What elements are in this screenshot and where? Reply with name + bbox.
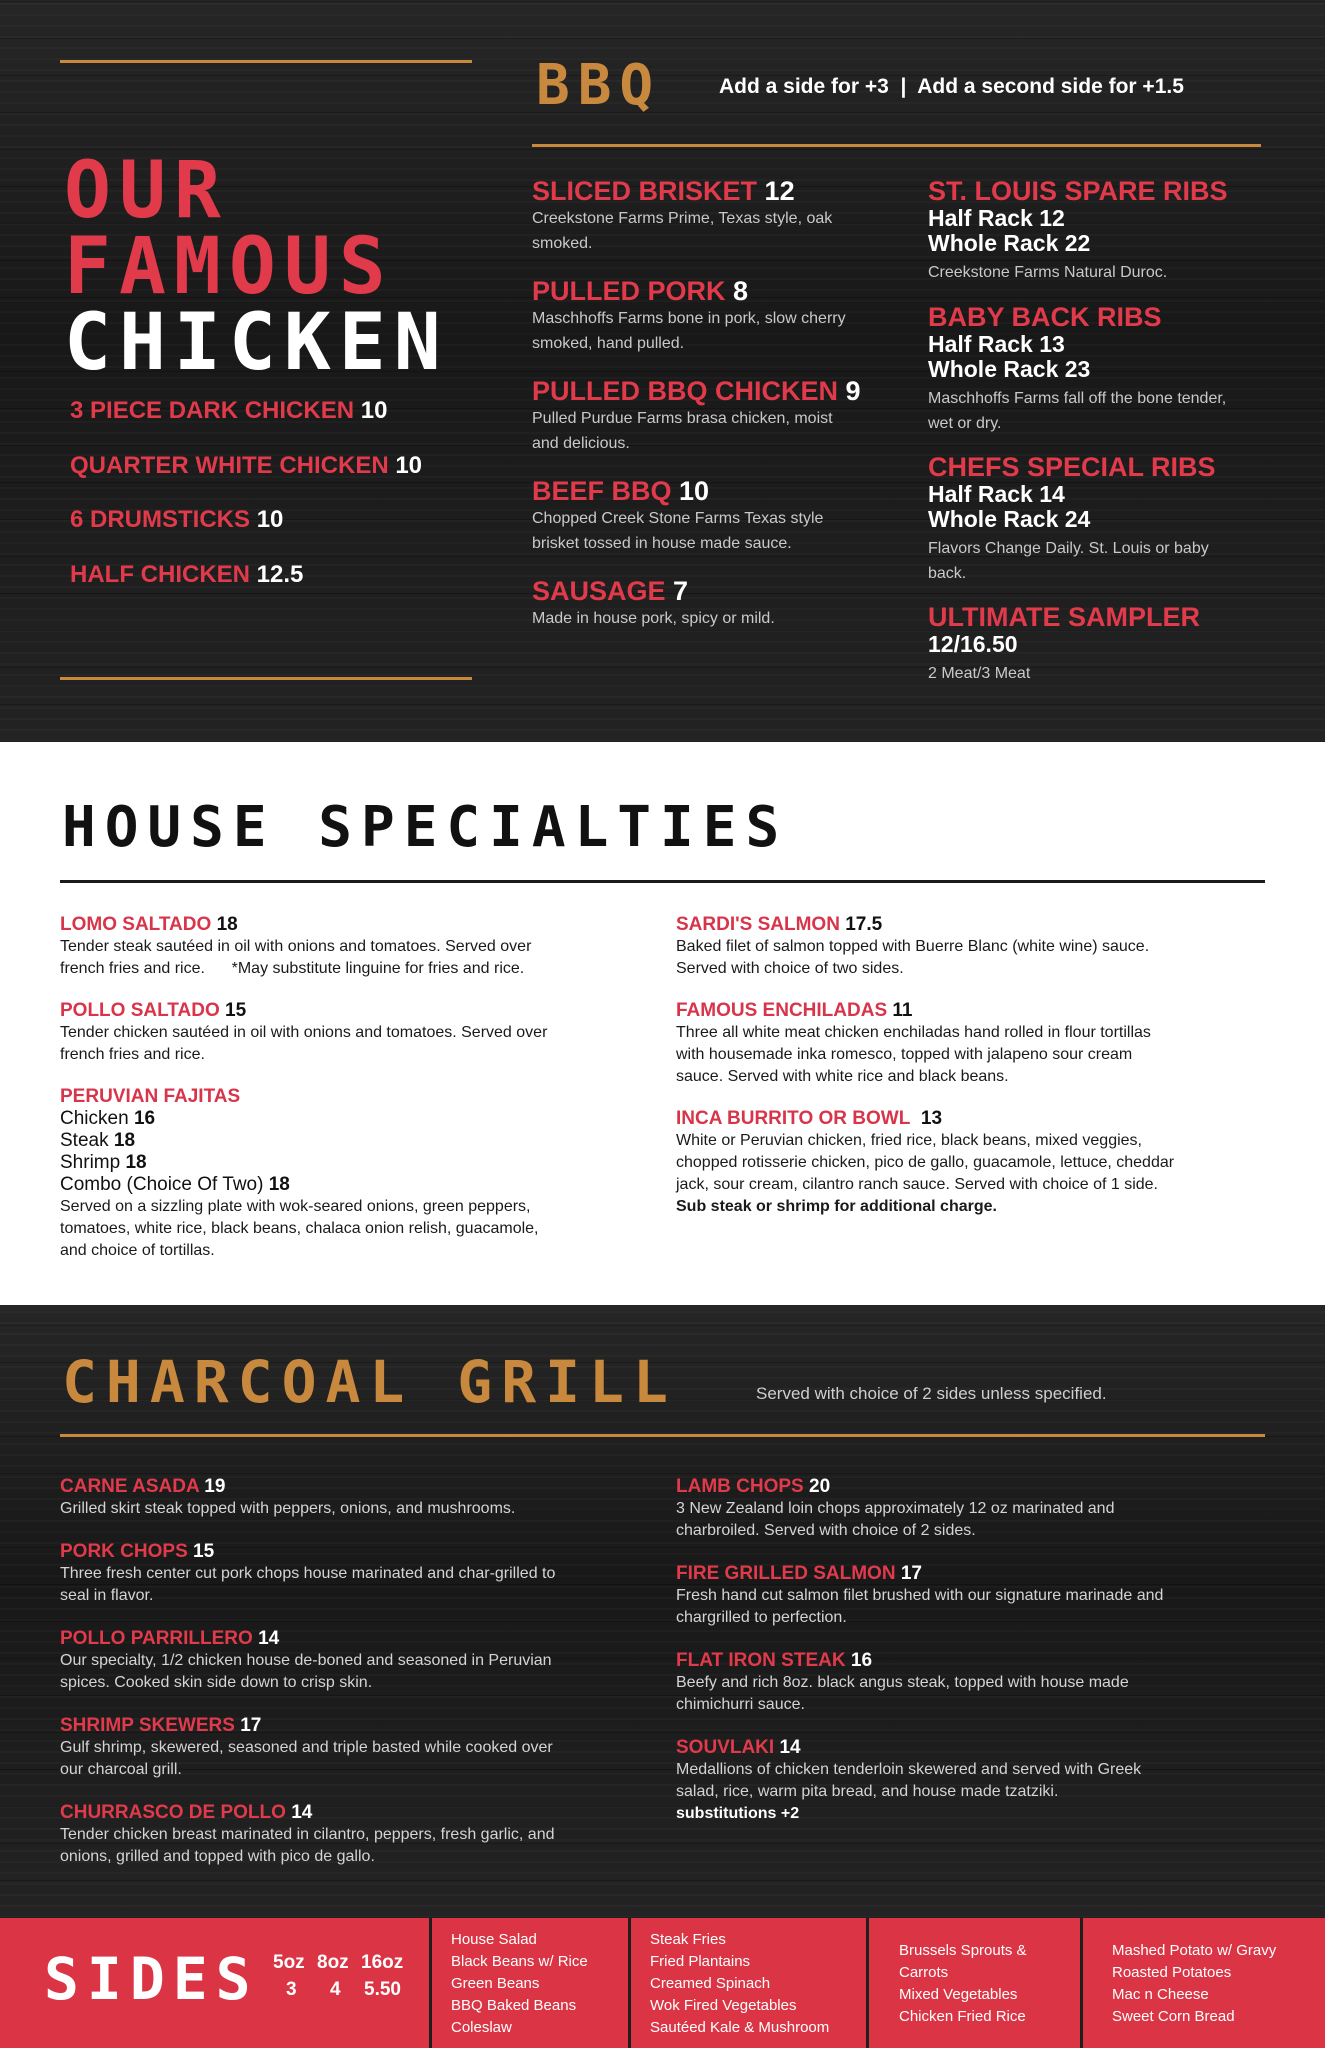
chicken-item-name: 6 DRUMSTICKS — [70, 506, 251, 533]
grill-item-price: 16 — [850, 1650, 873, 1671]
house-left-column — [60, 914, 660, 1262]
chicken-item — [70, 452, 422, 480]
bbq-item-price: 8 — [733, 276, 749, 306]
chicken-item-price: 10 — [256, 506, 284, 533]
grill-item — [60, 1541, 660, 1628]
chicken-item-name: HALF CHICKEN — [70, 561, 250, 588]
sides-price: 5.50 — [364, 1979, 401, 2000]
house-item-desc: chopped rotisserie chicken, pico de gallo, guacamole, lettuce, cheddar — [676, 1154, 1175, 1171]
grill-item — [676, 1737, 1276, 1825]
grill-item-price: 20 — [809, 1476, 831, 1497]
grill-item-name: FLAT IRON STEAK — [676, 1650, 846, 1671]
grill-item — [60, 1476, 660, 1541]
house-item-name: SARDI'S SALMON — [676, 914, 840, 935]
bbq-item — [532, 276, 912, 376]
bbq-note: Add a side for +3 | Add a second side for +1.5 — [719, 75, 1184, 98]
grill-item — [60, 1802, 660, 1868]
grill-item — [676, 1476, 1276, 1563]
grill-item-price: 17 — [900, 1563, 922, 1584]
grill-item-name: PORK CHOPS — [60, 1541, 188, 1562]
chicken-title-line3: CHICKEN — [64, 298, 449, 388]
house-item-desc: Three all white meat chicken enchiladas hand rolled in flour tortillas — [676, 1024, 1151, 1041]
bbq-item — [532, 176, 912, 276]
bbq-item-name: PULLED PORK — [532, 276, 726, 306]
grill-item-price: 14 — [291, 1802, 313, 1823]
bbq-item-option: Whole Rack 23 — [928, 356, 1091, 382]
bbq-left-column — [532, 176, 912, 636]
bbq-item-desc: Maschhoffs Farms fall off the bone tender, — [928, 390, 1227, 407]
side-item: BBQ Baked Beans — [451, 1997, 577, 2014]
grill-item-desc: our charcoal grill. — [60, 1761, 182, 1778]
bbq-right-column — [928, 176, 1288, 686]
grill-item-name: SHRIMP SKEWERS — [60, 1715, 235, 1736]
house-item-desc: with housemade inka romesco, topped with jalapeno sour cream — [676, 1046, 1133, 1063]
side-item: Roasted Potatoes — [1112, 1964, 1232, 1981]
bbq-item-option: Whole Rack 22 — [928, 230, 1091, 256]
house-item-name: PERUVIAN FAJITAS — [60, 1086, 241, 1107]
house-rule — [60, 880, 1265, 883]
house-item — [676, 1000, 1276, 1108]
grill-item-desc: chimichurri sauce. — [676, 1696, 805, 1713]
grill-item-desc: Grilled skirt steak topped with peppers, onions, and mushrooms. — [60, 1500, 516, 1517]
bbq-item-name: BABY BACK RIBS — [928, 302, 1162, 332]
grill-item-desc: Tender chicken breast marinated in cilantro, peppers, fresh garlic, and — [60, 1826, 555, 1843]
grill-item-desc: Our specialty, 1/2 chicken house de-boned and seasoned in Peruvian — [60, 1652, 552, 1669]
grill-item-name: SOUVLAKI — [676, 1737, 775, 1758]
chicken-item-name: 3 PIECE DARK CHICKEN — [70, 397, 355, 424]
chicken-item-name: QUARTER WHITE CHICKEN — [70, 452, 389, 479]
house-item-desc: french fries and rice. — [60, 1046, 205, 1063]
bbq-item-desc: Pulled Purdue Farms brasa chicken, moist — [532, 410, 833, 427]
sides-divider — [628, 1918, 631, 2048]
bbq-item-option: 12/16.50 — [928, 631, 1018, 657]
house-item-desc: sauce. Served with white rice and black beans. — [676, 1068, 1009, 1085]
side-item: Sautéed Kale & Mushroom — [650, 2019, 830, 2036]
grill-item-desc: spices. Cooked skin side down to crisp skin. — [60, 1674, 373, 1691]
house-item-price: 18 — [216, 914, 238, 935]
fajita-option: Shrimp 18 — [60, 1152, 147, 1173]
chicken-title-line2: FAMOUS — [64, 222, 394, 312]
grill-item-price: 14 — [779, 1737, 801, 1758]
house-item-desc: and choice of tortillas. — [60, 1242, 215, 1259]
bbq-item-option: Half Rack 13 — [928, 331, 1065, 357]
sides-column — [650, 1929, 829, 2039]
bbq-item-name: ULTIMATE SAMPLER — [928, 602, 1200, 632]
chicken-item — [70, 561, 303, 589]
bbq-item-option: Whole Rack 24 — [928, 506, 1091, 532]
bbq-item-desc: and delicious. — [532, 435, 630, 452]
side-item: Creamed Spinach — [650, 1975, 771, 1992]
house-item — [60, 1086, 660, 1262]
bbq-item-price: 9 — [845, 376, 861, 406]
grill-item-price: 17 — [240, 1715, 262, 1736]
fajita-option: Steak 18 — [60, 1130, 136, 1151]
sides-divider — [429, 1918, 432, 2048]
bbq-item-desc: brisket tossed in house made sauce. — [532, 535, 792, 552]
bbq-item — [532, 576, 912, 636]
side-item: Coleslaw — [451, 2019, 512, 2036]
bbq-item-name: SLICED BRISKET — [532, 176, 758, 206]
grill-item-name: FIRE GRILLED SALMON — [676, 1563, 896, 1584]
bbq-item — [928, 602, 1288, 686]
grill-item — [676, 1650, 1276, 1737]
grill-item-desc: 3 New Zealand loin chops approximately 12 oz marinated and — [676, 1500, 1115, 1517]
house-right-column — [676, 914, 1276, 1218]
sides-title: SIDES — [44, 1945, 259, 2013]
grill-item-price: 15 — [193, 1541, 215, 1562]
side-item: Fried Plantains — [650, 1953, 751, 1970]
sides-column — [1112, 1940, 1276, 2028]
house-item — [676, 914, 1276, 1000]
side-item: Steak Fries — [650, 1931, 726, 1948]
sides-price-row — [286, 1978, 401, 2002]
grill-item-name: LAMB CHOPS — [676, 1476, 804, 1497]
bbq-item-price: 7 — [673, 576, 689, 606]
grill-right-column — [676, 1476, 1276, 1825]
sides-size: 8oz — [317, 1952, 349, 1973]
house-item-name: POLLO SALTADO — [60, 1000, 220, 1021]
side-item: Chicken Fried Rice — [899, 2008, 1026, 2025]
grill-item-desc: seal in flavor. — [60, 1587, 154, 1604]
side-item: Carrots — [899, 1964, 949, 1981]
grill-title: CHARCOAL GRILL — [62, 1348, 677, 1416]
side-item: Wok Fired Vegetables — [650, 1997, 797, 2014]
bbq-item-name: ST. LOUIS SPARE RIBS — [928, 176, 1228, 206]
house-title: HOUSE SPECIALTIES — [62, 795, 789, 860]
bbq-item-name: SAUSAGE — [532, 576, 666, 606]
bbq-rule — [532, 144, 1261, 147]
chicken-item — [70, 506, 283, 534]
side-item: Green Beans — [451, 1975, 540, 1992]
house-item — [676, 1108, 1276, 1218]
grill-item-desc: charbroiled. Served with choice of 2 sides. — [676, 1522, 976, 1539]
chicken-item-price: 10 — [360, 397, 388, 424]
house-item-desc: french fries and rice. *May substitute linguine for fries and rice. — [60, 960, 525, 977]
chicken-title-line1: OUR — [64, 146, 229, 236]
house-item-desc: White or Peruvian chicken, fried rice, black beans, mixed veggies, — [676, 1132, 1142, 1149]
side-item: Sweet Corn Bread — [1112, 2008, 1235, 2025]
bbq-item-desc: Maschhoffs Farms bone in pork, slow cherry — [532, 310, 846, 327]
bbq-item-name: CHEFS SPECIAL RIBS — [928, 452, 1216, 482]
bbq-title: BBQ — [536, 53, 662, 118]
bbq-item-price: 12 — [764, 176, 795, 206]
house-item — [60, 1000, 660, 1086]
bbq-item — [532, 376, 912, 476]
bbq-item-desc: Creekstone Farms Natural Duroc. — [928, 264, 1168, 281]
side-item: Black Beans w/ Rice — [451, 1953, 588, 1970]
bbq-item-desc: Creekstone Farms Prime, Texas style, oak — [532, 210, 833, 227]
chicken-item-price: 12.5 — [256, 561, 304, 588]
chicken-item-price: 10 — [395, 452, 423, 479]
house-item-desc: Served on a sizzling plate with wok-seared onions, green peppers, — [60, 1198, 531, 1215]
sides-divider — [866, 1918, 869, 2048]
side-item: House Salad — [451, 1931, 537, 1948]
bbq-item-name: PULLED BBQ CHICKEN — [532, 376, 839, 406]
sides-size-row — [273, 1951, 403, 1975]
chicken-bottom-rule — [60, 677, 472, 680]
sides-size: 16oz — [361, 1952, 404, 1973]
house-item-desc: Tender chicken sautéed in oil with onions and tomatoes. Served over — [60, 1024, 548, 1041]
grill-item-desc: Fresh hand cut salmon filet brushed with our signature marinade and — [676, 1587, 1164, 1604]
sides-price: 3 — [286, 1979, 297, 2000]
side-item: Mac n Cheese — [1112, 1986, 1209, 2003]
bbq-item-option: Half Rack 12 — [928, 205, 1065, 231]
side-item: Brussels Sprouts & — [899, 1942, 1027, 1959]
grill-item-desc: Gulf shrimp, skewered, seasoned and triple basted while cooked over — [60, 1739, 553, 1756]
grill-item-name: CARNE ASADA — [60, 1476, 199, 1497]
sides-price: 4 — [330, 1979, 341, 2000]
bbq-item — [928, 302, 1288, 452]
grill-note: Served with choice of 2 sides unless specified. — [756, 1384, 1107, 1403]
grill-item-desc: Three fresh center cut pork chops house marinated and char-grilled to — [60, 1565, 556, 1582]
grill-item-name: POLLO PARRILLERO — [60, 1628, 253, 1649]
sides-column — [451, 1929, 588, 2039]
house-item-price: 15 — [225, 1000, 247, 1021]
grill-item — [676, 1563, 1276, 1650]
bbq-item — [928, 452, 1288, 602]
house-item-name: FAMOUS ENCHILADAS — [676, 1000, 888, 1021]
house-item-price: 11 — [892, 1000, 913, 1021]
grill-item-desc: salad, rice, warm pita bread, and house made tzatziki. — [676, 1783, 1059, 1800]
bbq-item — [532, 476, 912, 576]
house-item-note: Sub steak or shrimp for additional charge. — [676, 1198, 997, 1215]
house-item-desc: Baked filet of salmon topped with Buerre Blanc (white wine) sauce. — [676, 938, 1150, 955]
chicken-item — [70, 397, 387, 425]
house-item — [60, 914, 660, 1000]
bbq-item-desc: wet or dry. — [928, 415, 1002, 432]
grill-item-desc: chargrilled to perfection. — [676, 1609, 847, 1626]
grill-item-desc: Medallions of chicken tenderloin skewered and served with Greek — [676, 1761, 1142, 1778]
house-item-desc: tomatoes, white rice, black beans, chalaca onion relish, guacamole, — [60, 1220, 539, 1237]
house-item-desc: jack, sour cream, cilantro ranch sauce. Served with choice of 1 side. — [676, 1176, 1158, 1193]
grill-item-desc: onions, grilled and topped with pico de gallo. — [60, 1848, 375, 1865]
grill-item-note: substitutions +2 — [676, 1805, 800, 1822]
grill-item-name: CHURRASCO DE POLLO — [60, 1802, 286, 1823]
grill-item-price: 19 — [204, 1476, 226, 1497]
grill-item-price: 14 — [258, 1628, 280, 1649]
house-item-name: INCA BURRITO OR BOWL — [676, 1108, 911, 1129]
side-item: Mixed Vegetables — [899, 1986, 1018, 2003]
grill-left-column — [60, 1476, 660, 1868]
bbq-item-desc: Flavors Change Daily. St. Louis or baby — [928, 540, 1209, 557]
house-item-price: 13 — [920, 1108, 943, 1129]
grill-item — [60, 1628, 660, 1715]
sides-column — [899, 1940, 1027, 2028]
house-item-price: 17.5 — [845, 914, 883, 935]
bbq-item-price: 10 — [679, 476, 710, 506]
bbq-item-name: BEEF BBQ — [532, 476, 672, 506]
bbq-item-desc: back. — [928, 565, 967, 582]
sides-divider — [1080, 1918, 1083, 2048]
sides-size: 5oz — [273, 1952, 305, 1973]
bbq-item-desc: 2 Meat/3 Meat — [928, 665, 1031, 682]
house-item-name: LOMO SALTADO — [60, 914, 212, 935]
bbq-item-desc: Made in house pork, spicy or mild. — [532, 610, 775, 627]
grill-item — [60, 1715, 660, 1802]
bbq-item-option: Half Rack 14 — [928, 481, 1065, 507]
grill-rule — [60, 1434, 1265, 1437]
grill-item-desc: Beefy and rich 8oz. black angus steak, topped with house made — [676, 1674, 1129, 1691]
side-item: Mashed Potato w/ Gravy — [1112, 1942, 1277, 1959]
house-item-desc: Tender steak sautéed in oil with onions and tomatoes. Served over — [60, 938, 532, 955]
bbq-item-desc: smoked. — [532, 235, 593, 252]
house-item-desc: Served with choice of two sides. — [676, 960, 904, 977]
fajita-option: Chicken 16 — [60, 1108, 156, 1129]
bbq-item — [928, 176, 1288, 302]
fajita-option: Combo (Choice Of Two) 18 — [60, 1174, 290, 1195]
bbq-item-desc: smoked, hand pulled. — [532, 335, 685, 352]
bbq-item-desc: Chopped Creek Stone Farms Texas style — [532, 510, 824, 527]
chicken-top-rule — [60, 60, 472, 63]
